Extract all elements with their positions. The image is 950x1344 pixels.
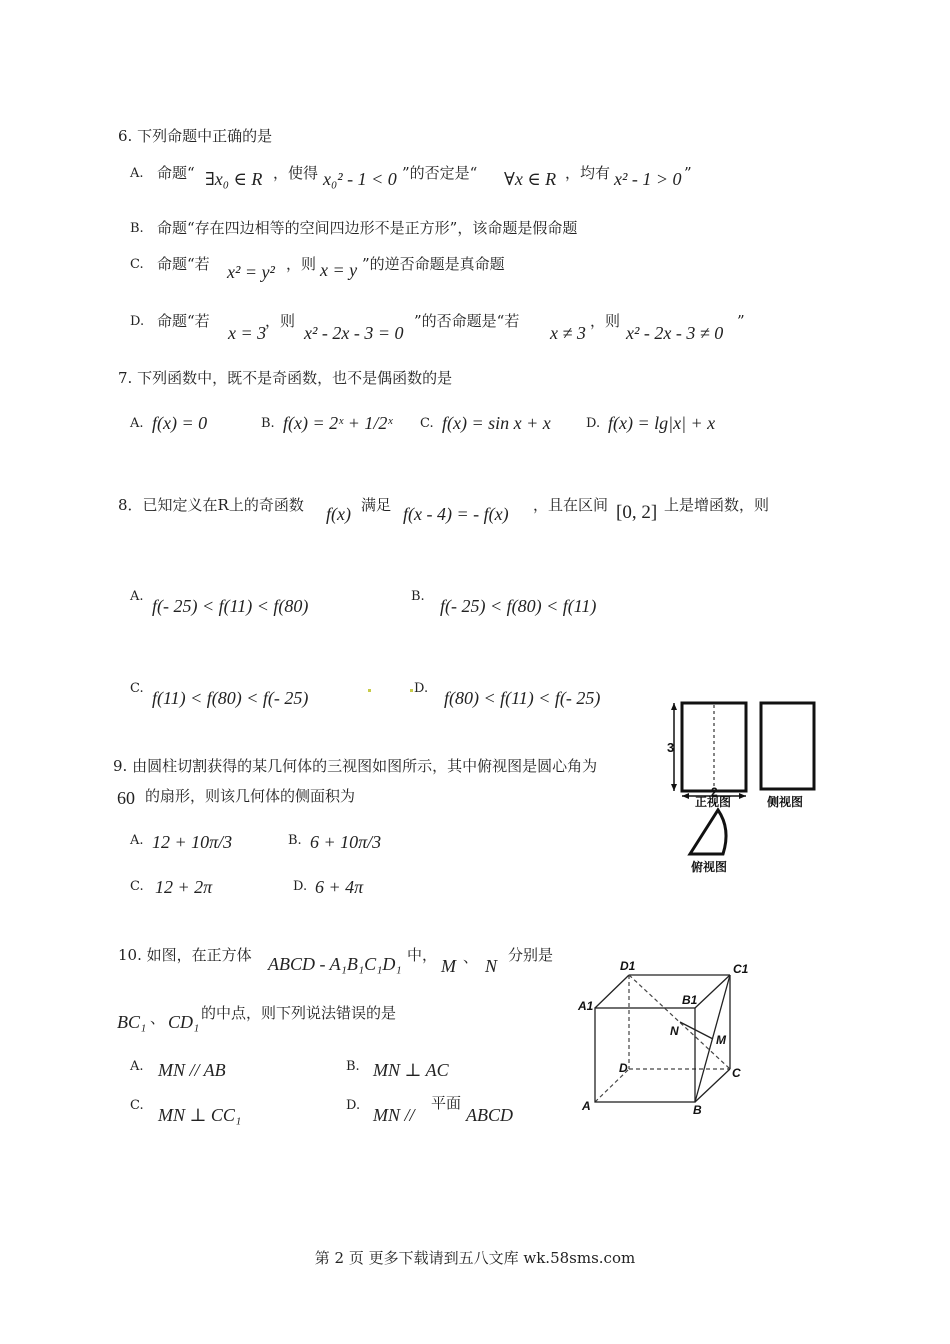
label-m: M [716, 1033, 726, 1047]
label-b: B [693, 1103, 702, 1117]
q8-option-a-math: f(- 25) < f(11) < f(80) [152, 596, 309, 616]
q6-a-math3: ∀x ∈ R [504, 169, 557, 189]
q8-option-c-label: C. [130, 681, 144, 696]
q6-a-mid1: ，使得 [273, 164, 319, 182]
q8-option-a-label: A. [130, 589, 144, 604]
q10-math1: ABCD - A₁B₁C₁D₁ [268, 954, 402, 974]
q10-option-b-label: B. [346, 1059, 360, 1074]
q6-c-suffix: ”的逆否命题是真命题 [362, 255, 505, 273]
q6-c-mid1: ，则 [286, 255, 317, 273]
q9-option-a-label: A. [130, 833, 144, 848]
q10-option-a-math: MN // AB [158, 1060, 226, 1080]
q6-option-d-label: D. [130, 314, 145, 329]
q9-option-b-math: 6 + 10π/3 [310, 832, 382, 852]
q10-option-a-label: A. [130, 1059, 144, 1074]
edge-c1-b1 [695, 975, 730, 1008]
label-a: A [582, 1099, 591, 1113]
q6-a-mid3: ，均有 [565, 164, 611, 182]
top-view-label: 俯视图 [691, 860, 728, 874]
edge-d1-a1 [595, 975, 629, 1008]
q8-stem-part3: ，且在区间 [533, 496, 609, 514]
q10-stem-part1: 10. 如图，在正方体 [118, 946, 252, 964]
q6-d-math4: x² - 2x - 3 ≠ 0 [626, 323, 724, 343]
cube-figure [570, 955, 760, 1120]
q8-stem-part4: 上是增函数，则 [664, 496, 770, 514]
q10-math-bc1: BC₁ [117, 1012, 147, 1032]
q10-math-cd1: CD₁ [168, 1012, 200, 1032]
q6-c-math1: x² = y² [227, 262, 275, 282]
artifact-dot [410, 689, 413, 692]
q7-option-d-label: D. [586, 416, 601, 431]
q6-a-math2: x₀² - 1 < 0 [323, 169, 397, 189]
q6-option-b-label: B. [130, 221, 144, 236]
q8-option-b-math: f(- 25) < f(80) < f(11) [440, 596, 597, 616]
q8-option-b-label: B. [411, 589, 425, 604]
q7-option-c-label: C. [420, 416, 434, 431]
q10-option-d-word: 平面 [431, 1094, 462, 1112]
q6-a-math1: ∃x₀ ∈ R [205, 169, 263, 189]
label-d: D [619, 1061, 628, 1075]
q10-math-m: M [441, 956, 456, 976]
label-n: N [670, 1024, 679, 1038]
q6-c-math2: x = y [320, 260, 358, 280]
page-footer: 第 2 页 更多下载请到五八文库 wk.58sms.com [314, 1249, 636, 1267]
q9-option-d-math: 6 + 4π [315, 877, 364, 897]
q6-d-prefix: 命题“若 [157, 312, 210, 330]
front-view-label: 正视图 [695, 795, 732, 809]
q9-option-d-label: D. [293, 879, 308, 894]
q9-option-c-math: 12 + 2π [155, 877, 213, 897]
q7-option-a-math: f(x) = 0 [152, 413, 208, 433]
q6-d-math1: x = 3 [228, 323, 267, 343]
label-b1: B1 [682, 993, 698, 1007]
q8-option-d-label: D. [414, 681, 429, 696]
q6-stem: 6. 下列命题中正确的是 [118, 127, 273, 145]
q8-stem-part1: 8．已知定义在R上的奇函数 [118, 496, 304, 514]
q10-option-d-label: D. [346, 1098, 361, 1113]
q8-option-d-math: f(80) < f(11) < f(- 25) [444, 688, 601, 708]
q6-d-suffix: ” [737, 312, 745, 330]
q6-a-mid2: ”的否定是“ [402, 164, 478, 182]
q7-option-c-math: f(x) = sin x + x [442, 413, 551, 433]
q6-a-prefix: 命题“ [157, 164, 195, 182]
q9-stem-part1: 9. 由圆柱切割获得的某几何体的三视图如图所示，其中俯视图是圆心角为 [113, 757, 598, 775]
q8-math2: f(x - 4) = - f(x) [403, 504, 509, 524]
label-c1: C1 [733, 962, 749, 976]
q10-option-d-math2: ABCD [466, 1105, 513, 1125]
label-c: C [732, 1066, 741, 1080]
q10-stem-part3: 分别是 [508, 946, 554, 964]
q6-a-suffix: ” [684, 164, 692, 182]
q10-option-b-math: MN ⊥ AC [373, 1060, 449, 1080]
q6-option-c-label: C. [130, 257, 144, 272]
q8-stem-part2: 满足 [361, 496, 392, 514]
q7-option-d-math: f(x) = lg|x| + x [608, 413, 716, 433]
q6-d-mid3: ，则 [590, 312, 621, 330]
q10-math-n: N [485, 956, 498, 976]
label-d1: D1 [620, 959, 636, 973]
edge-b-c [695, 1069, 730, 1102]
q7-option-a-label: A. [130, 416, 144, 431]
q10-stem-part2: 中， [407, 946, 438, 964]
top-view-sector [690, 810, 726, 854]
q6-d-mid2: ”的否命题是“若 [414, 312, 520, 330]
q9-math1: 60 [117, 788, 135, 808]
q9-option-a-math: 12 + 10π/3 [152, 832, 233, 852]
height-mark: 3 [667, 740, 675, 755]
segment-mn [680, 1022, 713, 1039]
q10-stem-part4: 的中点，则下列说法错误的是 [201, 1004, 397, 1022]
side-view-label: 侧视图 [767, 795, 804, 809]
q6-b-text: 命题“存在四边相等的空间四边形不是正方形”，该命题是假命题 [157, 219, 578, 237]
q7-option-b-math: f(x) = 2ˣ + 1/2ˣ [283, 413, 393, 433]
q6-d-math3: x ≠ 3 [550, 323, 586, 343]
q7-option-b-label: B. [261, 416, 275, 431]
width-mark: 2 [711, 785, 718, 799]
three-view-figure [665, 697, 825, 877]
q10-separator: 、 [463, 948, 479, 966]
q6-option-a-label: A. [130, 166, 144, 181]
q6-a-math4: x² - 1 > 0 [614, 169, 682, 189]
q10-option-d-math: MN // [373, 1105, 415, 1125]
q6-d-mid1: ，则 [265, 312, 296, 330]
q6-c-prefix: 命题“若 [157, 255, 210, 273]
q7-stem: 7. 下列函数中，既不是奇函数，也不是偶函数的是 [118, 369, 453, 387]
side-view-rect [761, 703, 814, 789]
q9-option-b-label: B. [288, 833, 302, 848]
q9-stem-part2: 的扇形，则该几何体的侧面积为 [145, 787, 356, 805]
q6-d-math2: x² - 2x - 3 = 0 [304, 323, 404, 343]
q10-option-c-label: C. [130, 1098, 144, 1113]
q8-option-c-math: f(11) < f(80) < f(- 25) [152, 688, 309, 708]
q10-option-c-math: MN ⊥ CC₁ [158, 1105, 242, 1125]
q8-math3: [0, 2] [616, 502, 658, 523]
artifact-dot [368, 689, 371, 692]
label-a1: A1 [578, 999, 594, 1013]
q10-separator-2: 、 [150, 1009, 166, 1027]
q9-option-c-label: C. [130, 879, 144, 894]
q8-math1: f(x) [326, 504, 351, 524]
